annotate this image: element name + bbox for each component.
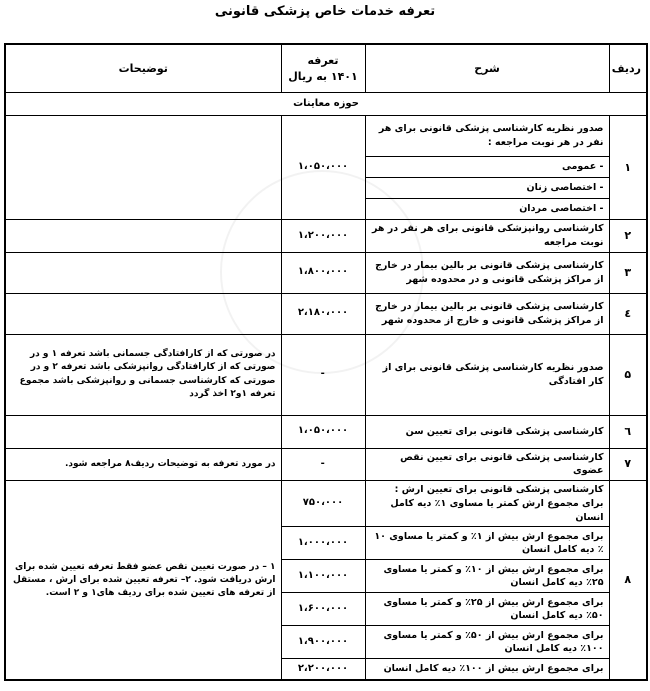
header-row [5, 44, 647, 93]
row-description: برای مجموع ارش بیش از ۱۰۰٪ دیه کامل انسان [365, 659, 609, 681]
table-row [5, 116, 647, 157]
header-row-number: ردیف [609, 44, 647, 93]
header-tariff [281, 44, 365, 93]
row-notes [5, 116, 281, 220]
row-number: ۷ [609, 448, 647, 481]
row-price: ۱،۰۰۰،۰۰۰ [281, 527, 365, 560]
row-notes [5, 220, 281, 253]
row-notes: در صورتی که از کارافتادگی جسمانی باشد تعرفه ۱ و در صورتی که از کارافتادگی روانپزشکی باشد تعرفه ۲ و در صورتی که کارشناسی جسمانی و روانپزشکی باشد مجموع تعرفه ۱و۲ اخذ گردد [5, 334, 281, 415]
row-price: ۱،۸۰۰،۰۰۰ [281, 252, 365, 293]
row-description: صدور نظریه کارشناسی پزشکی قانونی برای هر نفر در هر نوبت مراجعه : [365, 116, 609, 157]
table-row [5, 220, 647, 253]
row-number: ۲ [609, 220, 647, 253]
row-subitem-men: - اختصاصی مردان [365, 199, 609, 220]
row-description: برای مجموع ارش بیش از ۵۰٪ و کمتر یا مساوی ۱۰۰٪ دیه کامل انسان [365, 626, 609, 659]
row-price: ۱،۲۰۰،۰۰۰ [281, 220, 365, 253]
row-number: ۱ [609, 116, 647, 220]
row-number: ٦ [609, 415, 647, 448]
header-tariff-line1: تعرفه [307, 53, 339, 67]
tariff-table [4, 43, 648, 681]
row-price: ۱،۰۵۰،۰۰۰ [281, 415, 365, 448]
row-description: برای مجموع ارش بیش از ۱٪ و کمتر یا مساوی ۱۰ ٪ دیه کامل انسان [365, 527, 609, 560]
table-row [5, 415, 647, 448]
table-row [5, 448, 647, 481]
page-title: تعرفه خدمات خاص پزشکی قانونی [214, 4, 436, 19]
row-description: کارشناسی پزشکی قانونی برای تعیین ارش : برای مجموع ارش کمتر یا مساوی ۱٪ دیه کامل انسان [365, 481, 609, 527]
row-notes [5, 252, 281, 293]
table-row [5, 334, 647, 415]
row-price: ۱،۱۰۰،۰۰۰ [281, 560, 365, 593]
row-price: ۷۵۰،۰۰۰ [281, 481, 365, 527]
header-description: شرح [365, 44, 609, 93]
table-row [5, 481, 647, 527]
row-notes [5, 415, 281, 448]
row-description: برای مجموع ارش بیش از ۲۵٪ و کمتر یا مساوی ۵۰٪ دیه کامل انسان [365, 593, 609, 626]
row-subitem-women: - اختصاصی زنان [365, 178, 609, 199]
row-description: کارشناسی پزشکی قانونی برای تعیین نقص عضوی [365, 448, 609, 481]
header-notes: توضیحات [5, 44, 281, 93]
row-price: - [281, 334, 365, 415]
row-description: کارشناسی پزشکی قانونی برای تعیین سن [365, 415, 609, 448]
table-row [5, 252, 647, 293]
row-description: کارشناسی پزشکی قانونی بر بالین بیمار در خارج از مراکز پزشکی قانونی و در محدوده شهر [365, 252, 609, 293]
row-number: ۸ [609, 481, 647, 681]
section-row [5, 93, 647, 116]
row-subitem-general: - عمومی [365, 157, 609, 178]
section-label: حوزه معاینات [5, 93, 647, 116]
row-number: ۳ [609, 252, 647, 293]
row-price: ۱،۰۵۰،۰۰۰ [281, 116, 365, 220]
row-price: ۱،۶۰۰،۰۰۰ [281, 593, 365, 626]
row-description: برای مجموع ارش بیش از ۱۰٪ و کمتر یا مساوی ۲۵٪ دیه کامل انسان [365, 560, 609, 593]
row-price: ۱،۹۰۰،۰۰۰ [281, 626, 365, 659]
row-description: کارشناسی پزشکی قانونی بر بالین بیمار در خارج از مراکز پزشکی قانونی و خارج از محدوده شهر [365, 293, 609, 334]
row-number: ۵ [609, 334, 647, 415]
row-price: ۲،۱۸۰،۰۰۰ [281, 293, 365, 334]
row-description: صدور نظریه کارشناسی پزشکی قانونی برای از کار افتادگی [365, 334, 609, 415]
table-row [5, 293, 647, 334]
row-description: کارشناسی روانپزشکی قانونی برای هر نفر در هر نوبت مراجعه [365, 220, 609, 253]
row-notes [5, 293, 281, 334]
row-price: ۲،۲۰۰،۰۰۰ [281, 659, 365, 681]
row-notes: ۱ – در صورت تعیین نقص عضو فقط تعرفه تعیین شده برای ارش دریافت شود. ۲– تعرفه تعیین شده برای ارش ، مستقل از تعرفه های تعیین شده برای ردیف های۱ و ۲ است. [5, 481, 281, 681]
header-tariff-line2: ۱۴۰۱ به ریال [288, 69, 358, 83]
row-price: - [281, 448, 365, 481]
row-notes: در مورد تعرفه به توضیحات ردیف۸ مراجعه شود. [5, 448, 281, 481]
row-number: ٤ [609, 293, 647, 334]
